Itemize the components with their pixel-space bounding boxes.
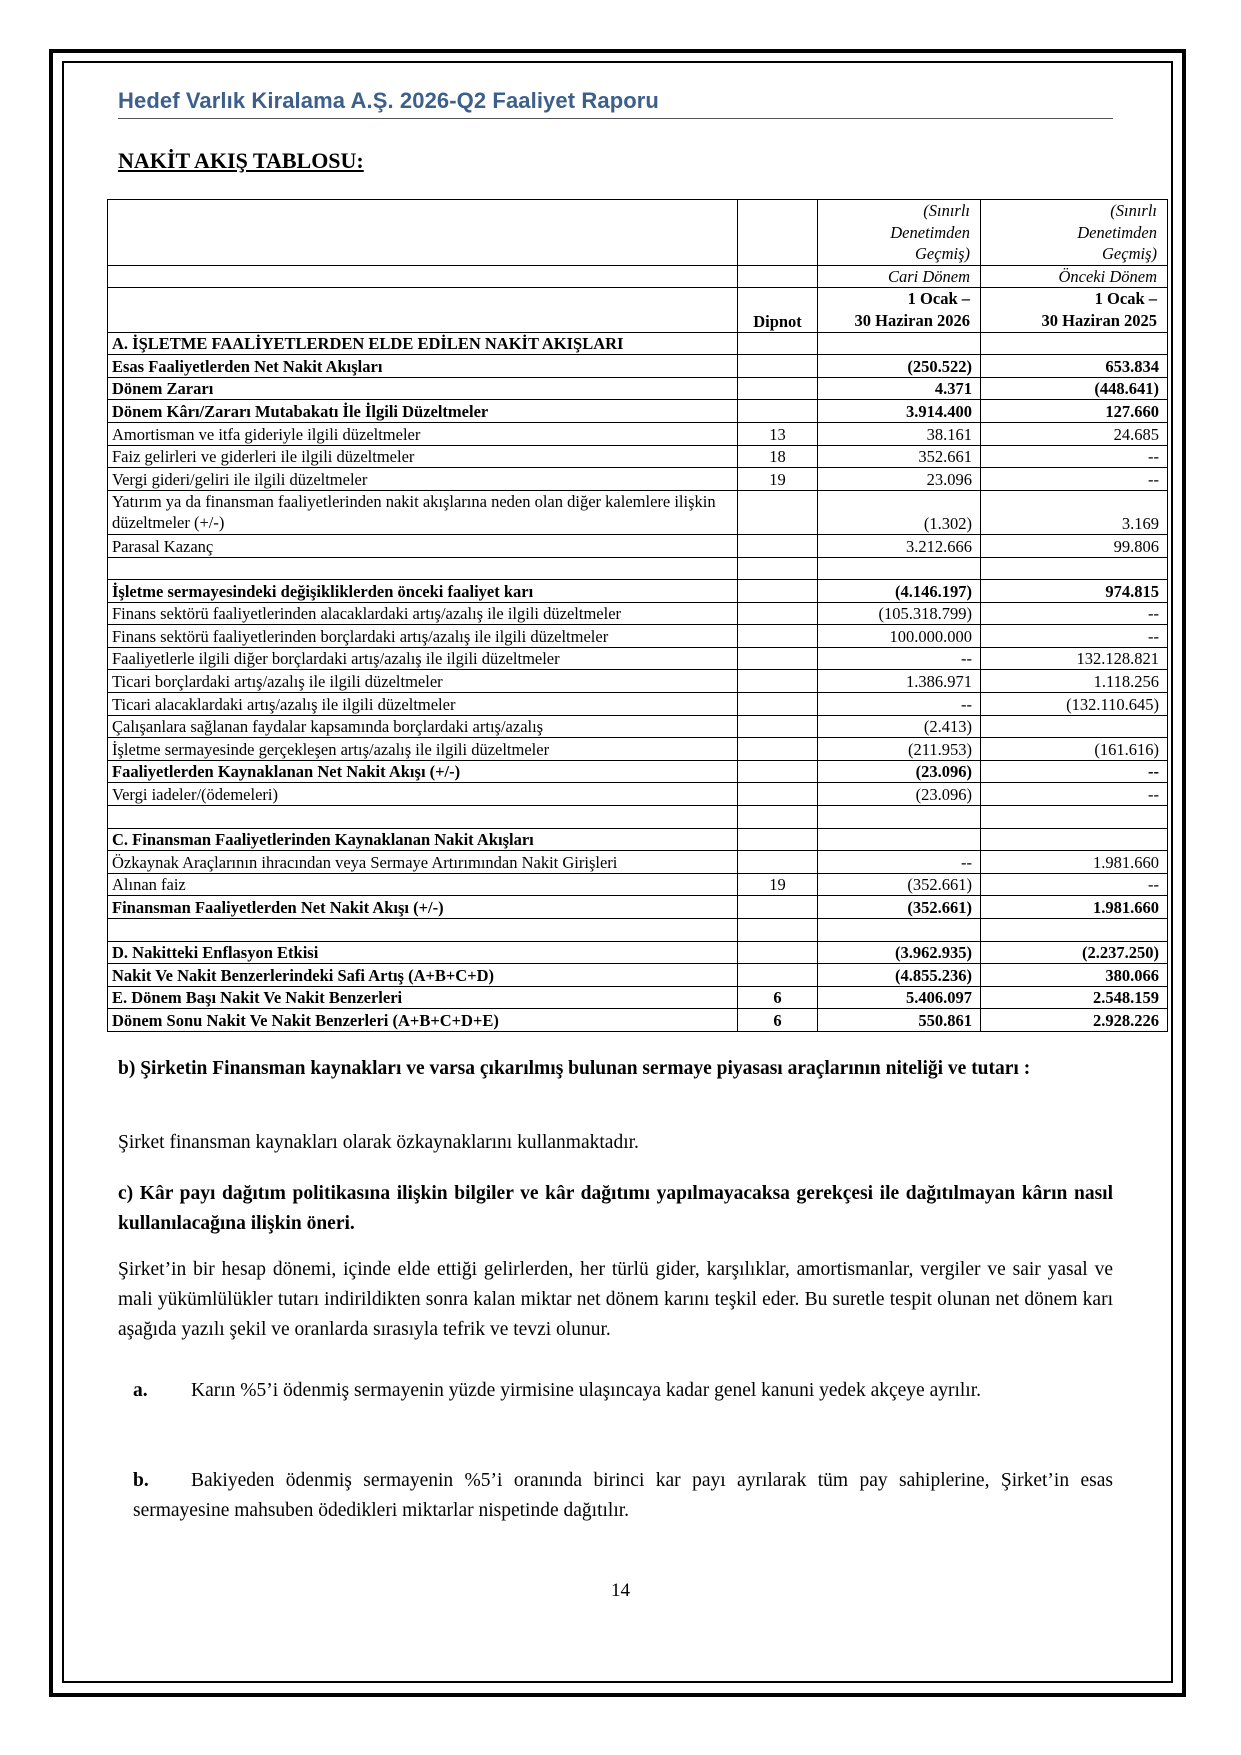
row-label: D. Nakitteki Enflasyon Etkisi xyxy=(108,941,738,964)
row-current-value: 550.861 xyxy=(818,1009,981,1032)
row-note xyxy=(738,806,818,829)
header-audit-previous: (Sınırlı Denetimden Geçmiş) xyxy=(981,200,1168,266)
row-note xyxy=(738,783,818,806)
row-label: Alınan faiz xyxy=(108,873,738,896)
row-label: E. Dönem Başı Nakit Ve Nakit Benzerleri xyxy=(108,986,738,1009)
table-row xyxy=(108,964,1168,987)
row-current-value xyxy=(818,557,981,580)
row-previous-value: -- xyxy=(981,625,1168,648)
table-row xyxy=(108,670,1168,693)
row-current-value: 352.661 xyxy=(818,445,981,468)
table-row xyxy=(108,896,1168,919)
row-previous-value: 1.981.660 xyxy=(981,896,1168,919)
table-row xyxy=(108,806,1168,829)
row-note xyxy=(738,625,818,648)
table-row xyxy=(108,738,1168,761)
row-note xyxy=(738,490,818,534)
row-previous-value xyxy=(981,919,1168,942)
row-previous-value: (448.641) xyxy=(981,377,1168,400)
row-current-value: (3.962.935) xyxy=(818,941,981,964)
row-note xyxy=(738,332,818,355)
row-previous-value: (132.110.645) xyxy=(981,693,1168,716)
row-note xyxy=(738,355,818,378)
row-note xyxy=(738,760,818,783)
table-row xyxy=(108,355,1168,378)
row-current-value xyxy=(818,919,981,942)
row-note xyxy=(738,964,818,987)
row-label xyxy=(108,806,738,829)
table-row xyxy=(108,332,1168,355)
row-previous-value: 974.815 xyxy=(981,580,1168,603)
row-label: Özkaynak Araçlarının ihracından veya Sermaye Artırımından Nakit Girişleri xyxy=(108,851,738,874)
table-row xyxy=(108,625,1168,648)
row-previous-value: 127.660 xyxy=(981,400,1168,423)
row-label: Vergi iadeler/(ödemeleri) xyxy=(108,783,738,806)
table-row xyxy=(108,422,1168,445)
row-note: 19 xyxy=(738,873,818,896)
list-item-a-text: Karın %5’i ödenmiş sermayenin yüzde yirmisine ulaşıncaya kadar genel kanuni yedek akçeye ayrılır. xyxy=(191,1380,982,1401)
row-label: Dönem Sonu Nakit Ve Nakit Benzerleri (A+B+C+D+E) xyxy=(108,1009,738,1032)
row-current-value: -- xyxy=(818,851,981,874)
header-date-current: 1 Ocak – 30 Haziran 2026 xyxy=(818,288,981,332)
table-row xyxy=(108,828,1168,851)
row-current-value: (211.953) xyxy=(818,738,981,761)
row-current-value: (250.522) xyxy=(818,355,981,378)
row-label: Parasal Kazanç xyxy=(108,534,738,557)
row-note: 19 xyxy=(738,468,818,491)
row-previous-value: -- xyxy=(981,445,1168,468)
row-note xyxy=(738,828,818,851)
row-current-value: (23.096) xyxy=(818,760,981,783)
row-label: Nakit Ve Nakit Benzerlerindeki Safi Artış (A+B+C+D) xyxy=(108,964,738,987)
row-previous-value: 380.066 xyxy=(981,964,1168,987)
row-previous-value: (161.616) xyxy=(981,738,1168,761)
table-row xyxy=(108,693,1168,716)
row-note xyxy=(738,534,818,557)
row-note xyxy=(738,580,818,603)
table-row xyxy=(108,602,1168,625)
header-row-audit xyxy=(108,200,1168,266)
row-previous-value: 2.548.159 xyxy=(981,986,1168,1009)
row-previous-value: 2.928.226 xyxy=(981,1009,1168,1032)
row-previous-value: 3.169 xyxy=(981,490,1168,534)
row-previous-value: 1.118.256 xyxy=(981,670,1168,693)
row-note xyxy=(738,557,818,580)
row-note xyxy=(738,896,818,919)
row-previous-value xyxy=(981,332,1168,355)
row-current-value: 38.161 xyxy=(818,422,981,445)
row-label: Dönem Kârı/Zararı Mutabakatı İle İlgili Düzeltmeler xyxy=(108,400,738,423)
row-current-value xyxy=(818,828,981,851)
row-previous-value: 99.806 xyxy=(981,534,1168,557)
report-header-title: Hedef Varlık Kiralama A.Ş. 2026-Q2 Faaliyet Raporu xyxy=(118,88,659,113)
table-row xyxy=(108,400,1168,423)
row-current-value: 3.914.400 xyxy=(818,400,981,423)
table-row xyxy=(108,941,1168,964)
header-period-current: Cari Dönem xyxy=(818,265,981,288)
row-current-value: (352.661) xyxy=(818,873,981,896)
table-row xyxy=(108,534,1168,557)
row-note: 6 xyxy=(738,986,818,1009)
row-previous-value: -- xyxy=(981,602,1168,625)
row-label: Yatırım ya da finansman faaliyetlerinden nakit akışlarına neden olan diğer kalemlere ilişkin düzeltmeler (+/-) xyxy=(108,490,738,534)
row-current-value: (105.318.799) xyxy=(818,602,981,625)
list-item-a xyxy=(133,1376,1113,1406)
row-label: Faiz gelirleri ve giderleri ile ilgili düzeltmeler xyxy=(108,445,738,468)
row-previous-value: 132.128.821 xyxy=(981,647,1168,670)
row-label: Amortisman ve itfa gideriyle ilgili düzeltmeler xyxy=(108,422,738,445)
row-current-value: 4.371 xyxy=(818,377,981,400)
table-row xyxy=(108,919,1168,942)
row-current-value xyxy=(818,806,981,829)
row-note xyxy=(738,377,818,400)
table-row xyxy=(108,468,1168,491)
row-note: 18 xyxy=(738,445,818,468)
row-label: Finans sektörü faaliyetlerinden alacaklardaki artış/azalış ile ilgili düzeltmeler xyxy=(108,602,738,625)
row-previous-value xyxy=(981,806,1168,829)
table-row xyxy=(108,647,1168,670)
table-row xyxy=(108,557,1168,580)
list-item-b-label: b. xyxy=(133,1470,149,1491)
list-item-b xyxy=(133,1466,1113,1526)
table-row xyxy=(108,490,1168,534)
row-label: C. Finansman Faaliyetlerinden Kaynaklanan Nakit Akışları xyxy=(108,828,738,851)
row-label: Esas Faaliyetlerden Net Nakit Akışları xyxy=(108,355,738,378)
table-row xyxy=(108,377,1168,400)
row-note: 6 xyxy=(738,1009,818,1032)
row-previous-value: 1.981.660 xyxy=(981,851,1168,874)
table-row xyxy=(108,1009,1168,1032)
row-previous-value xyxy=(981,715,1168,738)
row-current-value: 3.212.666 xyxy=(818,534,981,557)
row-current-value: 1.386.971 xyxy=(818,670,981,693)
row-previous-value: 24.685 xyxy=(981,422,1168,445)
row-current-value: 23.096 xyxy=(818,468,981,491)
table-row xyxy=(108,986,1168,1009)
row-note: 13 xyxy=(738,422,818,445)
table-row xyxy=(108,715,1168,738)
row-note xyxy=(738,670,818,693)
row-label: Faaliyetlerle ilgili diğer borçlardaki artış/azalış ile ilgili düzeltmeler xyxy=(108,647,738,670)
section-b-heading: b) Şirketin Finansman kaynakları ve varsa çıkarılmış bulunan sermaye piyasası araçlarının niteliği ve tutarı : xyxy=(118,1058,1031,1079)
row-previous-value: -- xyxy=(981,873,1168,896)
header-row-dates xyxy=(108,288,1168,332)
row-note xyxy=(738,738,818,761)
row-label: A. İŞLETME FAALİYETLERDEN ELDE EDİLEN NAKİT AKIŞLARI xyxy=(108,332,738,355)
section-b-text: Şirket finansman kaynakları olarak özkaynaklarını kullanmaktadır. xyxy=(118,1132,639,1153)
row-note xyxy=(738,693,818,716)
row-label: Ticari borçlardaki artış/azalış ile ilgili düzeltmeler xyxy=(108,670,738,693)
row-previous-value: (2.237.250) xyxy=(981,941,1168,964)
row-current-value: 5.406.097 xyxy=(818,986,981,1009)
header-date-previous: 1 Ocak – 30 Haziran 2025 xyxy=(981,288,1168,332)
header-row-period xyxy=(108,265,1168,288)
row-label: Vergi gideri/geliri ile ilgili düzeltmeler xyxy=(108,468,738,491)
row-previous-value: -- xyxy=(981,760,1168,783)
row-previous-value xyxy=(981,828,1168,851)
row-note xyxy=(738,400,818,423)
header-period-previous: Önceki Dönem xyxy=(981,265,1168,288)
table-row xyxy=(108,445,1168,468)
row-label: İşletme sermayesindeki değişikliklerden önceki faaliyet karı xyxy=(108,580,738,603)
row-label: Finansman Faaliyetlerden Net Nakit Akışı (+/-) xyxy=(108,896,738,919)
row-label: Finans sektörü faaliyetlerinden borçlardaki artış/azalış ile ilgili düzeltmeler xyxy=(108,625,738,648)
row-note xyxy=(738,851,818,874)
row-current-value: 100.000.000 xyxy=(818,625,981,648)
section-c-text: Şirket’in bir hesap dönemi, içinde elde ettiği gelirlerden, her türlü gider, karşılıklar, amortismanlar, vergiler ve sair yasal ve mali yükümlülükler tutarı indirildikten sonra kalan miktar net dönem karını teşkil eder. Bu suretle tespit olunan net dönem karı aşağıda yazılı şekil ve oranlarda sırasıyla tefrik ve tevzi olunur. xyxy=(118,1259,1113,1340)
list-item-a-label: a. xyxy=(133,1380,148,1401)
row-note xyxy=(738,602,818,625)
row-current-value: (23.096) xyxy=(818,783,981,806)
row-previous-value: -- xyxy=(981,468,1168,491)
row-label: Çalışanlara sağlanan faydalar kapsamında borçlardaki artış/azalış xyxy=(108,715,738,738)
row-current-value: -- xyxy=(818,647,981,670)
row-current-value: (352.661) xyxy=(818,896,981,919)
table-row xyxy=(108,760,1168,783)
row-label: Faaliyetlerden Kaynaklanan Net Nakit Akışı (+/-) xyxy=(108,760,738,783)
row-label: Ticari alacaklardaki artış/azalış ile ilgili düzeltmeler xyxy=(108,693,738,716)
list-item-b-text: Bakiyeden ödenmiş sermayenin %5’i oranında birinci kar payı ayrılarak tüm pay sahiplerine, Şirket’in esas sermayesine mahsuben ödedikleri miktarlar nispetinde dağıtılır. xyxy=(133,1470,1113,1521)
section-c-heading: c) Kâr payı dağıtım politikasına ilişkin bilgiler ve kâr dağıtımı yapılmayacaksa gerekçesi ile dağıtılmayan kârın nasıl kullanılacağına ilişkin öneri. xyxy=(118,1183,1113,1234)
row-current-value: (4.855.236) xyxy=(818,964,981,987)
table-row xyxy=(108,580,1168,603)
row-previous-value: -- xyxy=(981,783,1168,806)
row-label xyxy=(108,919,738,942)
row-note xyxy=(738,919,818,942)
row-label: İşletme sermayesinde gerçekleşen artış/azalış ile ilgili düzeltmeler xyxy=(108,738,738,761)
row-previous-value xyxy=(981,557,1168,580)
header-divider xyxy=(118,118,1113,119)
row-current-value: (2.413) xyxy=(818,715,981,738)
table-row xyxy=(108,873,1168,896)
row-label xyxy=(108,557,738,580)
row-current-value: (1.302) xyxy=(818,490,981,534)
row-current-value: (4.146.197) xyxy=(818,580,981,603)
page-number: 14 xyxy=(611,1580,630,1601)
row-note xyxy=(738,647,818,670)
row-label: Dönem Zararı xyxy=(108,377,738,400)
table-row xyxy=(108,783,1168,806)
section-title: NAKİT AKIŞ TABLOSU: xyxy=(118,148,364,173)
row-current-value xyxy=(818,332,981,355)
row-current-value: -- xyxy=(818,693,981,716)
header-audit-current: (Sınırlı Denetimden Geçmiş) xyxy=(818,200,981,266)
row-previous-value: 653.834 xyxy=(981,355,1168,378)
row-note xyxy=(738,941,818,964)
cash-flow-table xyxy=(107,199,1168,1032)
table-row xyxy=(108,851,1168,874)
header-note-column: Dipnot xyxy=(738,288,818,332)
row-note xyxy=(738,715,818,738)
